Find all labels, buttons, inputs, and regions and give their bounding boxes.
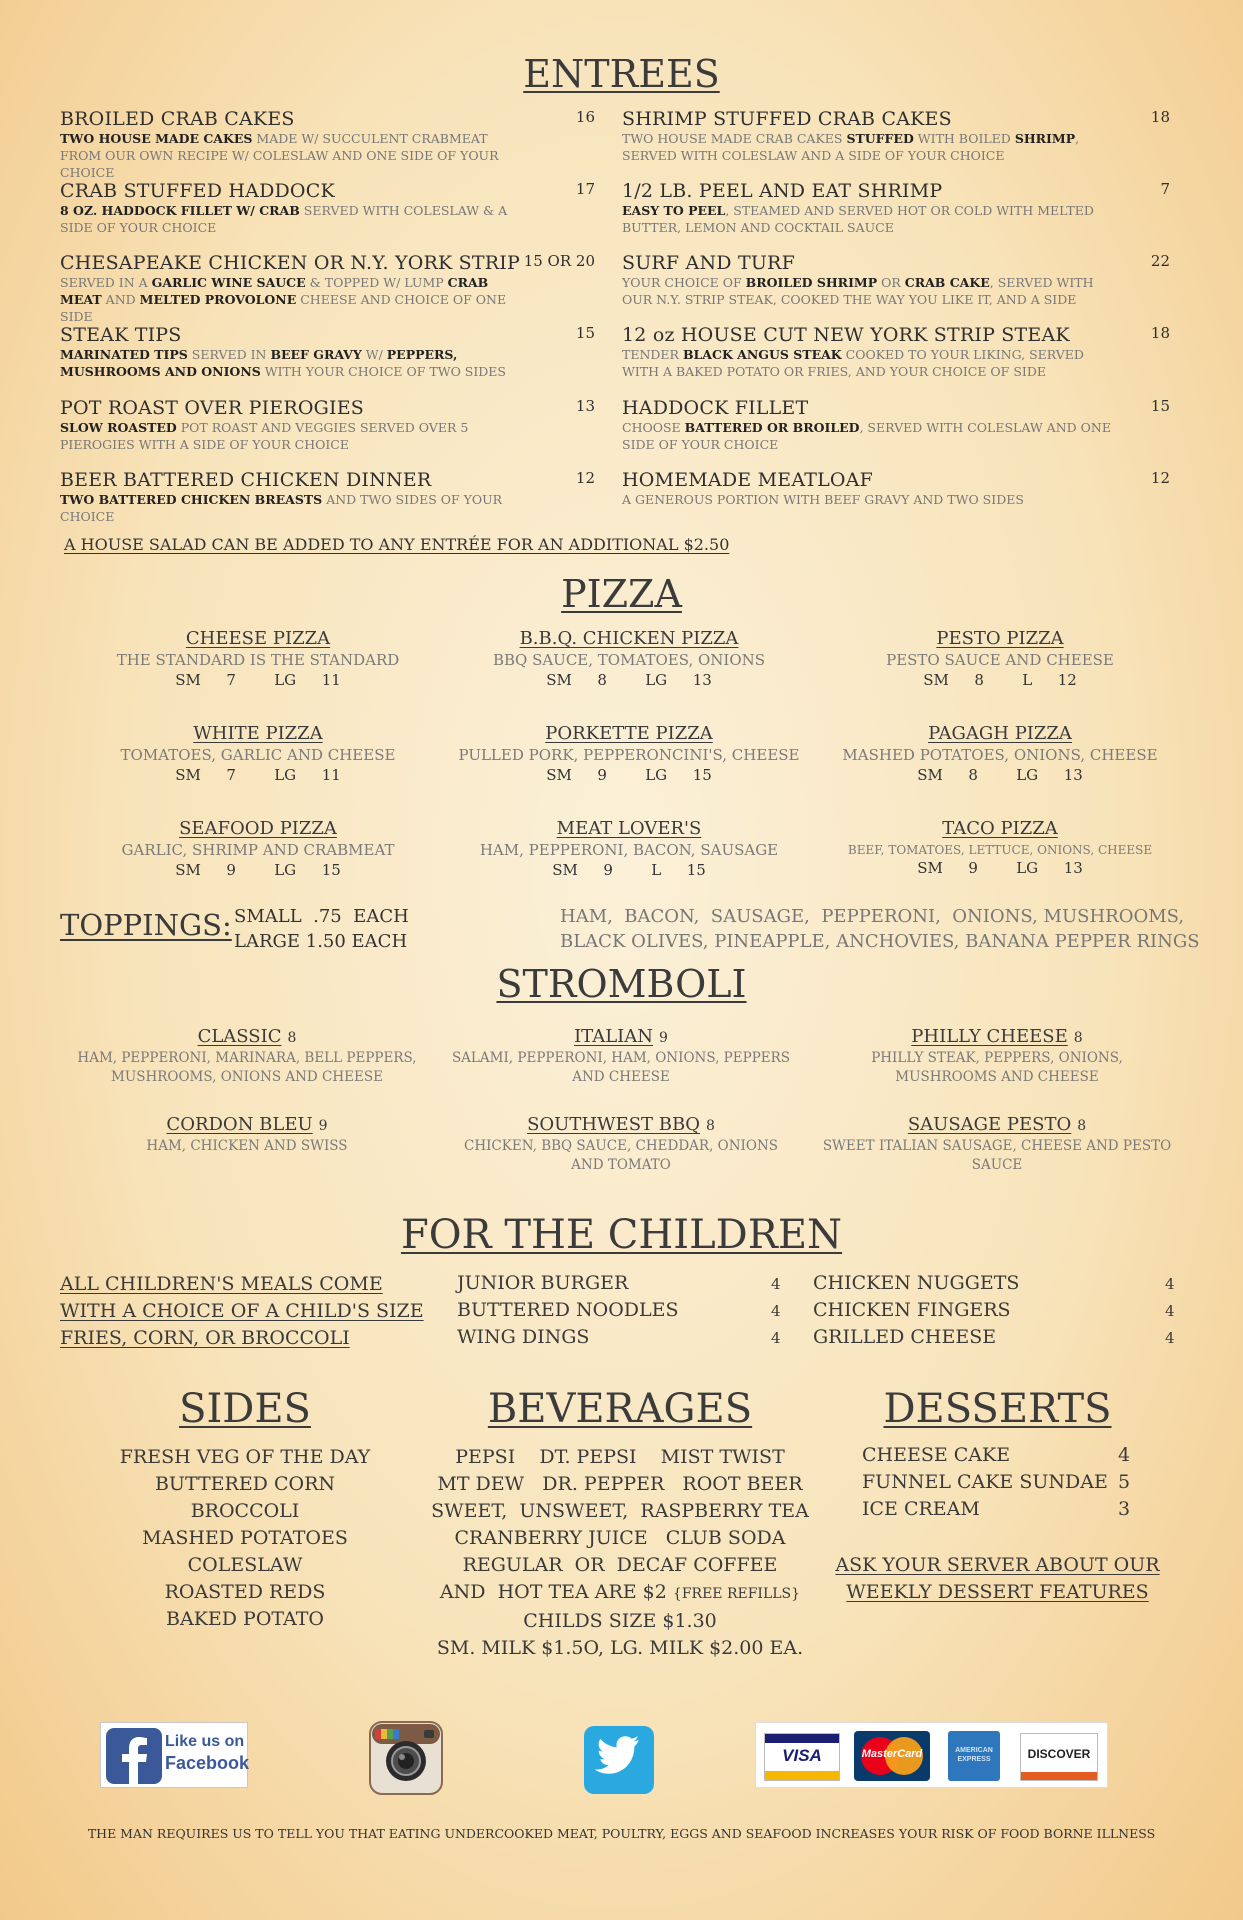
- instagram-icon: [369, 1721, 443, 1795]
- entree-price: 16: [575, 108, 595, 126]
- entree-description: [60, 491, 530, 525]
- entree-desc-text: WITH BOILED: [913, 131, 1015, 146]
- stromboli-item: [72, 1114, 422, 1156]
- pizza-item: [444, 628, 814, 689]
- dessert-name: ICE CREAM: [862, 1498, 980, 1520]
- stromboli-description: PHILLY STEAK, PEPPERS, ONIONS, MUSHROOMS AND CHEESE: [871, 1050, 1123, 1085]
- beverage-line: CRANBERRY JUICE CLUB SODA: [454, 1527, 786, 1549]
- side-item: MASHED POTATOES: [142, 1527, 348, 1549]
- entree-item: [622, 180, 1170, 236]
- entree-desc-text: & TOPPED W/ LUMP: [305, 275, 448, 290]
- entree-item: [622, 397, 1170, 453]
- facebook-badge[interactable]: [100, 1722, 248, 1788]
- beverage-line: REGULAR OR DECAF COFFEE: [462, 1554, 778, 1576]
- salad-note: A HOUSE SALAD CAN BE ADDED TO ANY ENTRÉE FOR AN ADDITIONAL $2.50: [64, 535, 730, 554]
- beverage-line: SWEET, UNSWEET, RASPBERRY TEA: [431, 1500, 809, 1522]
- stromboli-name: CORDON BLEU: [166, 1114, 313, 1135]
- mastercard-icon: [854, 1731, 930, 1781]
- entree-price: 13: [575, 397, 595, 415]
- desserts-title: DESSERTS: [883, 1386, 1112, 1432]
- entree-item: [622, 469, 1170, 508]
- pizza-name: PAGAGH PIZZA: [928, 723, 1072, 744]
- stromboli-item: [822, 1026, 1172, 1087]
- twitter-icon: [583, 1725, 655, 1795]
- food-safety-disclaimer: THE MAN REQUIRES US TO TELL YOU THAT EATING UNDERCOOKED MEAT, POULTRY, EGGS AND SEAFOOD INCREASES YOUR RISK OF FOOD BORNE ILLNESS: [87, 1826, 1156, 1841]
- children-note-line: WITH A CHOICE OF A CHILD'S SIZE: [60, 1300, 424, 1322]
- stromboli-item: [446, 1114, 796, 1175]
- entree-desc-text: , SERVED WITH OUR N.Y. STRIP STEAK, COOKED THE WAY YOU LIKE IT, AND A SIDE: [622, 275, 1094, 307]
- free-refills-note: {FREE REFILLS}: [672, 1586, 801, 1602]
- visa-card-icon: [764, 1733, 840, 1781]
- entree-highlight: CRAB MEAT: [60, 275, 489, 307]
- entree-price: 15: [575, 324, 595, 342]
- side-item: COLESLAW: [187, 1554, 303, 1576]
- dessert-price: 3: [1118, 1498, 1131, 1520]
- children-item-price: 4: [771, 1329, 781, 1347]
- discover-label: DISCOVER: [1027, 1747, 1091, 1761]
- pizza-description: PESTO SAUCE AND CHEESE: [886, 651, 1114, 669]
- entree-highlight: SHRIMP: [1014, 131, 1076, 146]
- entree-name: BEER BATTERED CHICKEN DINNER: [60, 469, 432, 491]
- children-item-name: CHICKEN FINGERS: [813, 1299, 1011, 1321]
- entree-desc-text: CHEESE AND CHOICE OF ONE SIDE: [60, 292, 507, 324]
- pizza-description: MASHED POTATOES, ONIONS, CHEESE: [842, 746, 1158, 764]
- toppings-large: LARGE 1.50 EACH: [234, 931, 408, 952]
- pizza-item: [815, 628, 1185, 689]
- pizza-title: PIZZA: [561, 572, 682, 616]
- facebook-icon: [105, 1727, 163, 1785]
- stromboli-heading: [72, 1026, 422, 1047]
- entree-desc-text: , STEAMED AND SERVED HOT OR COLD WITH MELTED BUTTER, LEMON AND COCKTAIL SAUCE: [622, 203, 1094, 235]
- entree-item: [60, 469, 595, 525]
- entree-highlight: CRAB CAKE: [904, 275, 990, 290]
- stromboli-description: SWEET ITALIAN SAUSAGE, CHEESE AND PESTO SAUCE: [822, 1138, 1172, 1173]
- entree-desc-text: , SERVED WITH COLESLAW AND ONE SIDE OF YOUR CHOICE: [622, 420, 1111, 452]
- pizza-sizes: SM 9 LG 13: [917, 859, 1083, 877]
- stromboli-description: SALAMI, PEPPERONI, HAM, ONIONS, PEPPERS AND CHEESE: [451, 1050, 791, 1085]
- beverage-line: PEPSI DT. PEPSI MIST TWIST: [455, 1446, 785, 1468]
- entree-highlight: BATTERED OR BROILED: [684, 420, 860, 435]
- sides-list: [65, 1444, 425, 1633]
- entree-description: [622, 202, 1122, 236]
- entree-description: [622, 130, 1122, 164]
- toppings-list-line2: BLACK OLIVES, PINEAPPLE, ANCHOVIES, BANANA PEPPER RINGS: [560, 931, 1200, 952]
- entree-desc-text: SERVED IN A: [60, 275, 152, 290]
- pizza-item: [815, 723, 1185, 784]
- beverage-price-text: AND HOT TEA ARE $2: [439, 1581, 673, 1603]
- pizza-description: TOMATOES, GARLIC AND CHEESE: [120, 746, 396, 764]
- entree-item: [622, 324, 1170, 380]
- stromboli-price: 8: [1073, 1030, 1083, 1046]
- pizza-item: [444, 723, 814, 784]
- sides-title: SIDES: [179, 1386, 311, 1432]
- entree-description: [622, 274, 1122, 308]
- stromboli-name: CLASSIC: [197, 1026, 282, 1047]
- stromboli-heading: [446, 1114, 796, 1135]
- children-item-price: 4: [771, 1275, 781, 1293]
- entree-highlight: EASY TO PEEL: [622, 203, 726, 218]
- entree-price: 12: [575, 469, 595, 487]
- children-item-name: CHICKEN NUGGETS: [813, 1272, 1020, 1294]
- pizza-description: BBQ SAUCE, TOMATOES, ONIONS: [492, 651, 766, 669]
- facebook-label-line1: Like us on: [165, 1733, 245, 1750]
- instagram-badge[interactable]: [369, 1721, 443, 1795]
- pizza-sizes: SM 9 L 15: [552, 861, 706, 879]
- stromboli-heading: [72, 1114, 422, 1135]
- toppings-small: SMALL .75 EACH: [234, 906, 409, 927]
- entree-name: BROILED CRAB CAKES: [60, 108, 295, 130]
- entree-name: POT ROAST OVER PIEROGIES: [60, 397, 364, 419]
- stromboli-item: [72, 1026, 422, 1087]
- side-item: BUTTERED CORN: [154, 1473, 336, 1495]
- dessert-note: [820, 1552, 1175, 1606]
- beverage-line: MT DEW DR. PEPPER ROOT BEER: [437, 1473, 803, 1495]
- entree-description: [60, 346, 530, 380]
- children-item-price: 4: [771, 1302, 781, 1320]
- pizza-name: B.B.Q. CHICKEN PIZZA: [519, 628, 739, 649]
- toppings-list-line1: HAM, BACON, SAUSAGE, PEPPERONI, ONIONS, MUSHROOMS,: [560, 906, 1185, 927]
- entree-name: HADDOCK FILLET: [622, 397, 809, 419]
- stromboli-name: SAUSAGE PESTO: [907, 1114, 1072, 1135]
- entree-description: [60, 419, 530, 453]
- entree-price: 22: [1150, 252, 1170, 270]
- pizza-sizes: SM 8 LG 13: [917, 766, 1083, 784]
- pizza-sizes: SM 7 LG 11: [175, 671, 341, 689]
- pizza-name: SEAFOOD PIZZA: [179, 818, 337, 839]
- pizza-item: [815, 818, 1185, 877]
- entree-desc-text: CHOOSE: [622, 420, 685, 435]
- children-item-name: GRILLED CHEESE: [813, 1326, 997, 1348]
- children-title: FOR THE CHILDREN: [400, 1212, 843, 1258]
- entree-item: [622, 108, 1170, 164]
- entree-highlight: BROILED SHRIMP: [745, 275, 878, 290]
- pizza-name: WHITE PIZZA: [193, 723, 323, 744]
- children-note-line: ALL CHILDREN'S MEALS COME: [60, 1273, 383, 1295]
- entree-name: SURF AND TURF: [622, 252, 795, 274]
- dessert-name: CHEESE CAKE: [862, 1444, 1011, 1466]
- facebook-label-line2: Facebook: [165, 1753, 250, 1773]
- pizza-name: TACO PIZZA: [942, 818, 1058, 839]
- pizza-name: MEAT LOVER'S: [556, 818, 702, 839]
- entree-price: 15: [1150, 397, 1170, 415]
- pizza-name: PESTO PIZZA: [936, 628, 1064, 649]
- pizza-sizes: SM 9 LG 15: [546, 766, 712, 784]
- children-note: [60, 1271, 424, 1352]
- pizza-name: CHEESE PIZZA: [185, 628, 331, 649]
- entree-price: 7: [1160, 180, 1170, 198]
- entree-name: STEAK TIPS: [60, 324, 182, 346]
- stromboli-price: 8: [287, 1030, 297, 1046]
- entree-name: 12 oz HOUSE CUT NEW YORK STRIP STEAK: [622, 324, 1070, 346]
- stromboli-title: STROMBOLI: [496, 962, 747, 1006]
- stromboli-item: [446, 1026, 796, 1087]
- entree-description: [60, 274, 530, 325]
- stromboli-heading: [446, 1026, 796, 1047]
- children-item-price: 4: [1165, 1275, 1175, 1293]
- entree-price: 15 OR 20: [523, 252, 595, 270]
- entree-desc-text: POT ROAST AND VEGGIES SERVED OVER 5 PIEROGIES WITH A SIDE OF YOUR CHOICE: [60, 420, 469, 452]
- entree-desc-text: SERVED IN: [187, 347, 271, 362]
- entree-highlight: GARLIC WINE SAUCE: [151, 275, 306, 290]
- entree-highlight: BEEF GRAVY: [270, 347, 362, 362]
- entree-price: 18: [1150, 108, 1170, 126]
- stromboli-name: PHILLY CHEESE: [911, 1026, 1068, 1047]
- stromboli-name: ITALIAN: [574, 1026, 654, 1047]
- children-item-price: 4: [1165, 1329, 1175, 1347]
- entrees-title: ENTREES: [523, 52, 720, 96]
- side-item: BROCCOLI: [190, 1500, 300, 1522]
- entree-desc-text: A GENEROUS PORTION WITH BEEF GRAVY AND TWO SIDES: [622, 492, 1024, 507]
- stromboli-heading: [822, 1114, 1172, 1135]
- beverage-milk-line: SM. MILK $1.5O, LG. MILK $2.00 EA.: [436, 1637, 804, 1659]
- entree-item: [60, 252, 595, 325]
- beverages-list: [415, 1444, 825, 1662]
- entree-highlight: BLACK ANGUS STEAK: [682, 347, 842, 362]
- entree-item: [60, 108, 595, 181]
- entree-description: [622, 346, 1122, 380]
- stromboli-description: CHICKEN, BBQ SAUCE, CHEDDAR, ONIONS AND TOMATO: [463, 1138, 779, 1173]
- entree-item: [60, 397, 595, 453]
- stromboli-heading: [822, 1026, 1172, 1047]
- stromboli-name: SOUTHWEST BBQ: [527, 1114, 700, 1135]
- entree-desc-text: TWO HOUSE MADE CRAB CAKES: [622, 131, 847, 146]
- stromboli-item: [822, 1114, 1172, 1175]
- children-note-line: FRIES, CORN, OR BROCCOLI: [60, 1327, 350, 1349]
- children-item-name: JUNIOR BURGER: [457, 1272, 629, 1294]
- entree-highlight: 8 OZ. HADDOCK FILLET W/ CRAB: [60, 203, 300, 218]
- discover-card-icon: [1020, 1733, 1098, 1781]
- stromboli-price: 9: [318, 1118, 328, 1134]
- dessert-note-line: ASK YOUR SERVER ABOUT OUR: [835, 1554, 1160, 1576]
- entree-item: [60, 324, 595, 380]
- entree-highlight: MELTED PROVOLONE: [139, 292, 297, 307]
- stromboli-price: 8: [1077, 1118, 1087, 1134]
- pizza-item: [73, 628, 443, 689]
- entree-name: SHRIMP STUFFED CRAB CAKES: [622, 108, 952, 130]
- dessert-note-line: WEEKLY DESSERT FEATURES: [846, 1581, 1149, 1603]
- entree-desc-text: TENDER: [622, 347, 683, 362]
- entree-name: HOMEMADE MEATLOAF: [622, 469, 873, 491]
- side-item: FRESH VEG OF THE DAY: [119, 1446, 371, 1468]
- stromboli-description: HAM, PEPPERONI, MARINARA, BELL PEPPERS, MUSHROOMS, ONIONS AND CHEESE: [77, 1050, 417, 1085]
- entree-desc-text: W/: [361, 347, 387, 362]
- entree-desc-text: OR: [877, 275, 905, 290]
- visa-label: VISA: [782, 1746, 822, 1765]
- pizza-sizes: SM 8 LG 13: [546, 671, 712, 689]
- pizza-description: THE STANDARD IS THE STANDARD: [116, 651, 400, 669]
- entree-desc-text: COOKED TO YOUR LIKING, SERVED WITH A BAKED POTATO OR FRIES, AND YOUR CHOICE OF SIDE: [622, 347, 1084, 379]
- entree-description: [60, 202, 530, 236]
- amex-label: AMERICAN EXPRESS: [955, 1747, 993, 1763]
- entree-desc-text: , SERVED WITH COLESLAW AND A SIDE OF YOUR CHOICE: [622, 131, 1080, 163]
- twitter-badge[interactable]: [583, 1725, 655, 1795]
- dessert-price: 4: [1118, 1444, 1131, 1466]
- toppings-label: TOPPINGS:: [60, 908, 232, 942]
- entree-description: [622, 419, 1122, 453]
- pizza-sizes: SM 7 LG 11: [175, 766, 341, 784]
- entree-item: [622, 252, 1170, 308]
- entree-description: [622, 491, 1122, 508]
- entree-highlight: SLOW ROASTED: [60, 420, 177, 435]
- side-item: BAKED POTATO: [166, 1608, 324, 1630]
- entree-price: 12: [1150, 469, 1170, 487]
- pizza-description: GARLIC, SHRIMP AND CRABMEAT: [121, 841, 395, 859]
- children-item-name: BUTTERED NOODLES: [457, 1299, 679, 1321]
- mastercard-label: MasterCard: [861, 1748, 923, 1760]
- pizza-description: HAM, PEPPERONI, BACON, SAUSAGE: [479, 841, 779, 859]
- entree-desc-text: YOUR CHOICE OF: [622, 275, 746, 290]
- children-item-price: 4: [1165, 1302, 1175, 1320]
- side-item: ROASTED REDS: [164, 1581, 326, 1603]
- pizza-description: BEEF, TOMATOES, LETTUCE, ONIONS, CHEESE: [847, 843, 1153, 857]
- entree-name: 1/2 LB. PEEL AND EAT SHRIMP: [622, 180, 943, 202]
- entree-highlight: MARINATED TIPS: [60, 347, 188, 362]
- entree-price: 17: [575, 180, 595, 198]
- entree-name: CRAB STUFFED HADDOCK: [60, 180, 335, 202]
- entree-item: [60, 180, 595, 236]
- payment-cards: [755, 1722, 1108, 1788]
- entree-desc-text: SERVED WITH COLESLAW & A SIDE OF YOUR CHOICE: [60, 203, 508, 235]
- pizza-sizes: SM 9 LG 15: [175, 861, 341, 879]
- children-item-name: WING DINGS: [457, 1326, 590, 1348]
- entree-desc-text: AND TWO SIDES OF YOUR CHOICE: [60, 492, 503, 524]
- entree-desc-text: MADE W/ SUCCULENT CRABMEAT FROM OUR OWN RECIPE W/ COLESLAW AND ONE SIDE OF YOUR CHOICE: [60, 131, 499, 180]
- entree-description: [60, 130, 530, 181]
- stromboli-description: HAM, CHICKEN AND SWISS: [146, 1138, 348, 1154]
- beverages-title: BEVERAGES: [487, 1386, 753, 1432]
- pizza-item: [444, 818, 814, 879]
- entree-highlight: STUFFED: [846, 131, 914, 146]
- pizza-description: PULLED PORK, PEPPERONCINI'S, CHEESE: [458, 746, 800, 764]
- beverage-child-line: CHILDS SIZE $1.30: [523, 1610, 717, 1632]
- dessert-price: 5: [1118, 1471, 1131, 1493]
- entree-highlight: TWO HOUSE MADE CAKES: [60, 131, 253, 146]
- pizza-item: [73, 818, 443, 879]
- stromboli-price: 9: [659, 1030, 668, 1046]
- entree-highlight: TWO BATTERED CHICKEN BREASTS: [60, 492, 323, 507]
- entree-highlight: PEPPERS, MUSHROOMS AND ONIONS: [60, 347, 458, 379]
- amex-card-icon: [948, 1731, 1000, 1781]
- entree-name: CHESAPEAKE CHICKEN OR N.Y. YORK STRIP: [60, 252, 520, 274]
- entree-desc-text: AND: [101, 292, 140, 307]
- pizza-sizes: SM 8 L 12: [923, 671, 1077, 689]
- entree-desc-text: WITH YOUR CHOICE OF TWO SIDES: [260, 364, 506, 379]
- dessert-name: FUNNEL CAKE SUNDAE: [862, 1471, 1108, 1493]
- stromboli-price: 8: [705, 1118, 715, 1134]
- beverage-hot-tea-line: [415, 1579, 825, 1608]
- pizza-name: PORKETTE PIZZA: [545, 723, 713, 744]
- pizza-item: [73, 723, 443, 784]
- entree-price: 18: [1150, 324, 1170, 342]
